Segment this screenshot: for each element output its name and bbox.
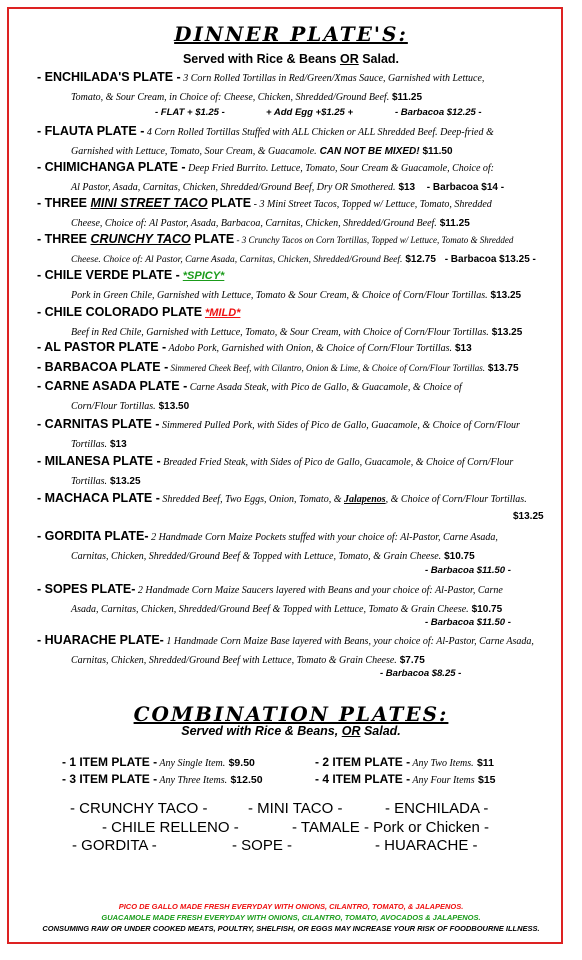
enchiladas-egg-option: + Add Egg +$1.25 + [266, 107, 354, 118]
option-enchilada: - ENCHILADA - [385, 800, 489, 817]
huarache-barbacoa-price: - Barbacoa $8.25 - [380, 668, 462, 679]
menu-item-gordita: - GORDITA PLATE- 2 Handmade Corn Maize Pockets stuffed with your choice of: Al-Pastor, Carne Asada, Carnitas, Chicken, Shredded/Ground Beef & Topped with Lettuce, Tomato, & Grain Cheese. $10.75 [37, 529, 498, 562]
food-safety-warning: CONSUMING RAW OR UNDER COOKED MEATS, POULTRY, SHELFISH, OR EGGS MAY INCREASE YOUR RISK OF FOODBOURNE ILLNESS. [42, 924, 540, 933]
enchiladas-flat-option: - FLAT + $1.25 - [155, 107, 225, 118]
menu-item-barbacoa: - BARBACOA PLATE - Simmered Cheek Beef, with Cilantro, Onion & Lime, & Choice of Corn/Flour Tortillas. $13.75 [37, 360, 519, 374]
combo-4-item: - 4 ITEM PLATE - Any Four Items $15 [315, 772, 496, 786]
gordita-barbacoa-price: - Barbacoa $11.50 - [425, 565, 511, 576]
menu-item-milanesa: - MILANESA PLATE - Breaded Fried Steak, with Sides of Pico de Gallo, Guacamole, & Choice of Corn/Flour Tortillas. $13.25 [37, 454, 514, 487]
guacamole-note: GUACAMOLE MADE FRESH EVERYDAY WITH ONIONS, CILANTRO, TOMATO, AVOCADOS & JALAPENOS. [101, 913, 481, 922]
machaca-price: $13.25 [513, 511, 544, 522]
menu-item-sopes: - SOPES PLATE- 2 Handmade Corn Maize Saucers layered with Beans and your choice of: Al-Pastor, Carne Asada, Carnitas, Chicken, Shredded/Ground Beef & Topped with Lettuce, Tomato & Grain Cheese. $10.75 [37, 582, 503, 615]
combination-plates-title: COMBINATION PLATES: [133, 702, 449, 726]
menu-item-mini-street-taco: - THREE MINI STREET TACO PLATE - 3 Mini Street Tacos, Topped w/ Lettuce, Tomato, Shredded Cheese, Choice of: Al Pastor, Asada, Barbacoa, Carnitas, Chicken, Shredded/Ground Beef. $11.25 [37, 196, 492, 229]
menu-item-al-pastor: - AL PASTOR PLATE - Adobo Pork, Garnished with Onion, & Choice of Corn/Flour Tortillas. $13 [37, 340, 472, 354]
option-sope: - SOPE - [232, 837, 293, 854]
option-mini-taco: - MINI TACO - [248, 800, 343, 817]
menu-item-enchiladas: - ENCHILADA'S PLATE - 3 Corn Rolled Tortillas in Red/Green/Xmas Sauce, Garnished with Lettuce, Tomato, & Sour Cream, in Choice of: Cheese, Chicken, Shredded/Ground Beef. $11.25 [37, 70, 485, 103]
menu-item-crunchy-taco: - THREE CRUNCHY TACO PLATE - 3 Crunchy Tacos on Corn Tortillas, Topped w/ Lettuce, Tomato & Shredded Cheese. Choice of: Al Pastor, Carne Asada, Carnitas, Chicken, Shredded/Ground Beef. $12.75 - Barbacoa $13.25 - [37, 232, 536, 265]
combo-2-item: - 2 ITEM PLATE - Any Two Items. $11 [315, 755, 494, 769]
option-chile-relleno: - CHILE RELLENO - [102, 819, 239, 836]
menu-item-carnitas: - CARNITAS PLATE - Simmered Pulled Pork, with Sides of Pico de Gallo, Guacamole, & Choice of Corn/Flour Tortillas. $13 [37, 417, 520, 450]
combo-1-item: - 1 ITEM PLATE - Any Single Item. $9.50 [62, 755, 255, 769]
sopes-barbacoa-price: - Barbacoa $11.50 - [425, 617, 511, 628]
option-tamale: - TAMALE - Pork or Chicken - [292, 819, 489, 836]
menu-item-flauta: - FLAUTA PLATE - 4 Corn Rolled Tortillas Stuffed with ALL Chicken or ALL Shredded Beef. Deep-fried & Garnished with Lettuce, Tomato, Sour Cream, & Guacamole. CAN NOT BE MIXED! $11.50 [37, 124, 494, 157]
option-gordita: - GORDITA - [72, 837, 157, 854]
menu-item-huarache: - HUARACHE PLATE- 1 Handmade Corn Maize Base layered with Beans, your choice of: Al-Pastor, Carne Asada, Carnitas, Chicken, Shredded/Ground Beef with Lettuce, Tomato & Grain Cheese. $7.75 [37, 633, 534, 666]
combo-subtitle: Served with Rice & Beans, OR Salad. [181, 724, 401, 738]
menu-item-chile-verde: - CHILE VERDE PLATE - *SPICY* Pork in Green Chile, Garnished with Lettuce, Tomato & Sour Cream, & Choice of Corn/Flour Tortillas. $13.25 [37, 268, 522, 301]
mild-tag: *MILD* [204, 307, 241, 319]
menu-item-chimichanga: - CHIMICHANGA PLATE - Deep Fried Burrito. Lettuce, Tomato, Sour Cream & Guacamole, Choice of: Al Pastor, Asada, Carnitas, Chicken, Shredded/Ground Beef, Dry OR Smothered. $13 - Barbacoa $14 - [37, 160, 505, 193]
dinner-subtitle: Served with Rice & Beans OR Salad. [182, 52, 400, 66]
dinner-plates-title: DINNER PLATE'S: [174, 22, 408, 46]
enchiladas-barbacoa-price: - Barbacoa $12.25 - [395, 107, 482, 118]
spicy-tag: *SPICY* [182, 270, 225, 282]
option-crunchy-taco: - CRUNCHY TACO - [70, 800, 208, 817]
menu-item-chile-colorado: - CHILE COLORADO PLATE *MILD* Beef in Red Chile, Garnished with Lettuce, Tomato, & Sour Cream, with Choice of Corn/Flour Tortillas. $13.25 [37, 305, 523, 338]
combo-3-item: - 3 ITEM PLATE - Any Three Items. $12.50 [62, 772, 263, 786]
option-huarache: - HUARACHE - [375, 837, 478, 854]
menu-item-machaca: - MACHACA PLATE - Shredded Beef, Two Eggs, Onion, Tomato, & Jalapenos, & Choice of Corn/Flour Tortillas. [37, 491, 527, 505]
menu-item-carne-asada: - CARNE ASADA PLATE - Carne Asada Steak, with Pico de Gallo, & Guacamole, & Choice of Corn/Flour Tortillas. $13.50 [37, 379, 462, 412]
pico-de-gallo-note: PICO DE GALLO MADE FRESH EVERYDAY WITH ONIONS, CILANTRO, TOMATO, & JALAPENOS. [118, 902, 464, 911]
